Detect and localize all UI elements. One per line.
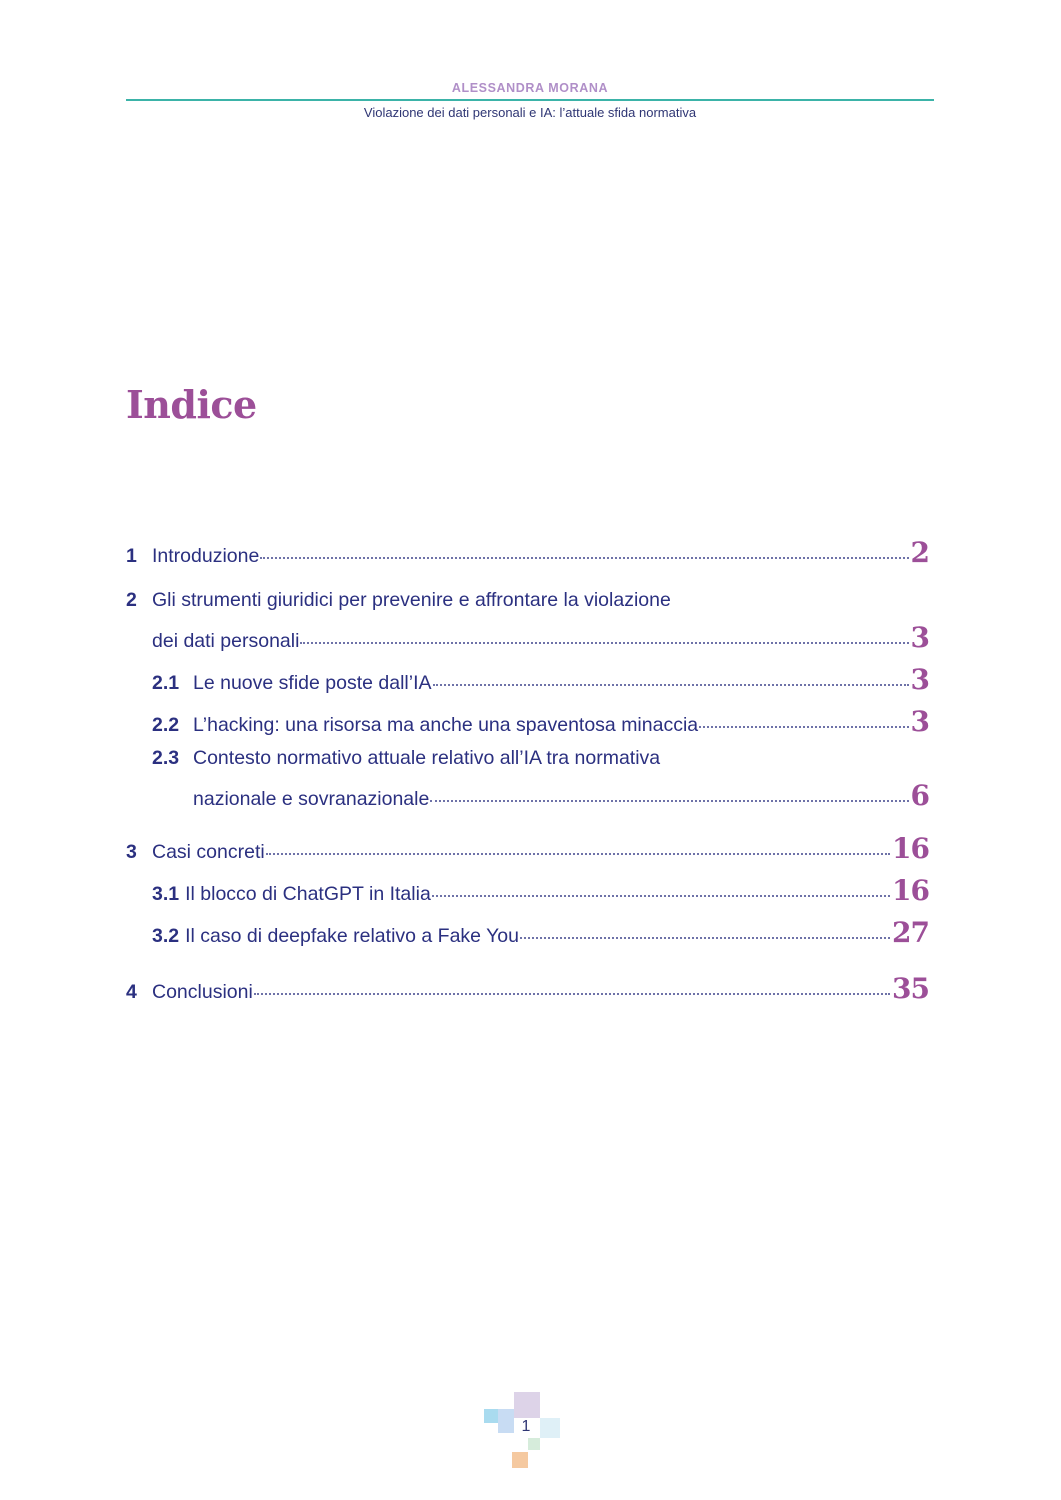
toc-label: L’hacking: una risorsa ma anche una spaventosa minaccia [193, 714, 699, 736]
toc-page: 35 [892, 972, 929, 1005]
footer-square [528, 1438, 540, 1450]
toc-number: 3.1 [152, 883, 180, 905]
toc-label: Gli strumenti giuridici per prevenire e affrontare la violazione [152, 589, 671, 611]
toc-label: Casi concreti [152, 841, 265, 863]
toc-page: 16 [892, 832, 929, 865]
toc-leader [260, 557, 908, 559]
toc-number: 3.2 [152, 925, 180, 947]
footer-square [484, 1409, 498, 1423]
page-footer [484, 1392, 564, 1468]
toc-leader [266, 853, 890, 855]
toc-label: Il blocco di ChatGPT in Italia [185, 883, 431, 905]
toc-number: 2 [126, 589, 137, 611]
page-title: Indice [126, 382, 257, 427]
toc-page: 3 [910, 663, 929, 696]
toc-entry-2[interactable] [126, 589, 929, 653]
toc-page: 3 [910, 621, 929, 654]
footer-square [498, 1409, 514, 1433]
toc-number: 3 [126, 841, 137, 863]
toc-label: Introduzione [152, 545, 260, 567]
toc-page: 6 [910, 779, 929, 812]
toc-leader [254, 993, 890, 995]
toc-entry-2-2[interactable] [126, 705, 929, 737]
toc-label: Conclusioni [152, 981, 253, 1003]
header-subtitle: Violazione dei dati personali e IA: l’attuale sfida normativa [363, 105, 697, 120]
toc-number: 2.2 [152, 714, 180, 736]
toc-leader [432, 895, 890, 897]
toc-entry-4[interactable] [126, 972, 929, 1004]
toc-label: Le nuove sfide poste dall’IA [193, 672, 432, 694]
header-author: ALESSANDRA MORANA [451, 81, 609, 95]
toc-page: 3 [910, 705, 929, 738]
toc-page: 2 [910, 536, 929, 569]
footer-square [514, 1392, 540, 1418]
toc-label: Il caso di deepfake relativo a Fake You [185, 925, 519, 947]
toc-leader [520, 937, 890, 939]
toc-page: 27 [892, 916, 929, 949]
toc-leader [699, 726, 908, 728]
footer-square [540, 1418, 560, 1438]
toc-label: Contesto normativo attuale relativo all’IA tra normativa [193, 747, 661, 769]
toc-label-continuation: dei dati personali [152, 630, 300, 652]
toc-entry-2-3[interactable] [126, 747, 929, 811]
toc-entry-3-2[interactable] [126, 916, 929, 948]
toc-number: 2.1 [152, 672, 180, 694]
toc-entry-2-1[interactable] [126, 663, 929, 695]
toc-leader [433, 684, 909, 686]
toc-number: 4 [126, 981, 137, 1003]
toc-leader [300, 642, 908, 644]
page-number: 1 [521, 1418, 531, 1435]
toc-entry-1[interactable] [126, 536, 929, 568]
toc-number: 2.3 [152, 747, 180, 769]
toc-entry-3-1[interactable] [126, 874, 929, 906]
toc-number: 1 [126, 545, 137, 567]
toc-label-continuation: nazionale e sovranazionale [193, 788, 430, 810]
toc-page: 16 [892, 874, 929, 907]
footer-square [512, 1452, 528, 1468]
toc-entry-3[interactable] [126, 832, 929, 864]
toc-leader [430, 800, 908, 802]
